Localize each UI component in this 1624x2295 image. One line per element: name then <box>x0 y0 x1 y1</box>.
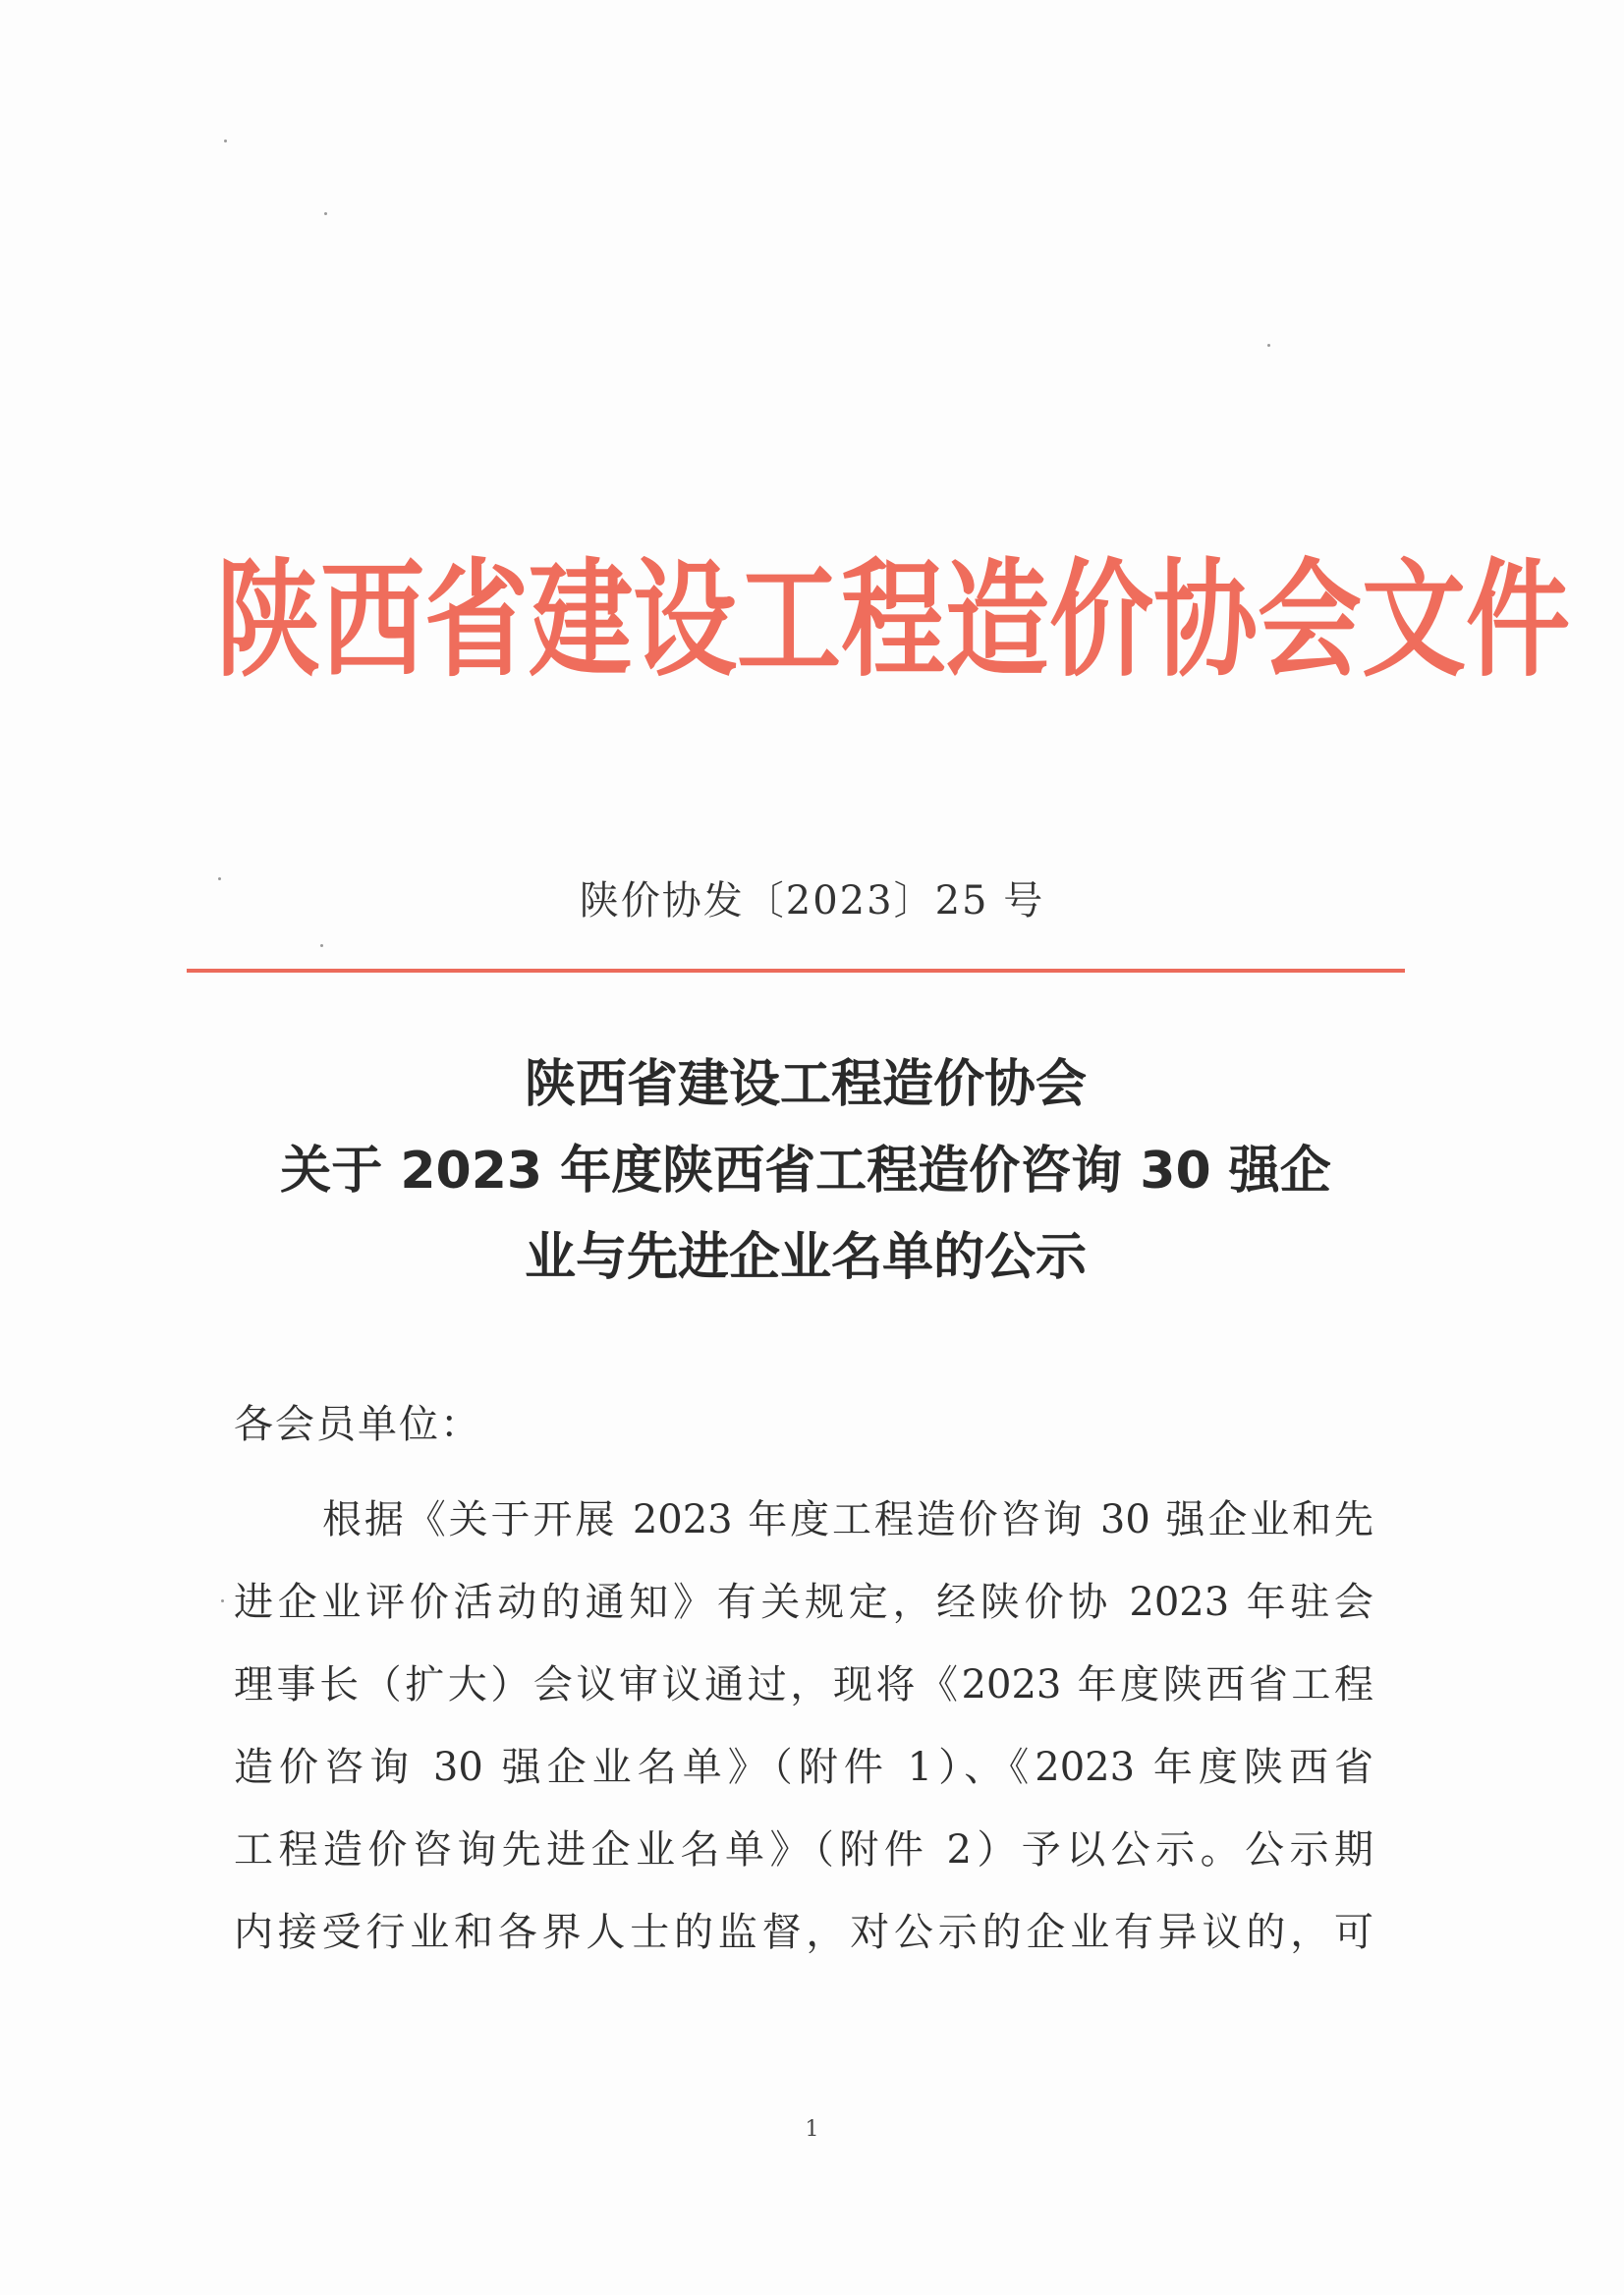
body-line: 根据《关于开展 2023 年度工程造价咨询 30 强企业和先 <box>322 1497 1373 1542</box>
red-divider-line <box>187 969 1405 973</box>
body-line: 进企业评价活动的通知》有关规定，经陕价协 2023 年驻会 <box>234 1580 1373 1625</box>
scan-speck <box>224 140 227 142</box>
document-title <box>216 1041 1395 1301</box>
scan-speck <box>1267 344 1270 347</box>
body-line: 工程造价咨询先进企业名单》（附件 2）予以公示。公示期 <box>234 1827 1373 1873</box>
scan-speck <box>320 944 323 947</box>
document-number: 陕价协发〔2023〕25 号 <box>579 878 1045 924</box>
title-line: 业与先进企业名单的公示 <box>524 1228 1087 1287</box>
scan-speck <box>324 212 327 215</box>
title-line: 关于 2023 年度陕西省工程造价咨询 30 强企 <box>280 1142 1331 1201</box>
body-line: 理事长（扩大）会议审议通过，现将《2023 年度陕西省工程 <box>234 1662 1373 1707</box>
body-line: 造价咨询 30 强企业名单》（附件 1）、《2023 年度陕西省 <box>234 1745 1373 1790</box>
body-paragraph <box>234 1479 1373 1974</box>
document-masthead: 陕西省建设工程造价协会文件 <box>216 543 1570 695</box>
title-line: 陕西省建设工程造价协会 <box>524 1055 1087 1114</box>
body-line: 内接受行业和各界人士的监督，对公示的企业有异议的，可 <box>234 1910 1373 1955</box>
page-number: 1 <box>805 2117 819 2142</box>
scan-speck <box>221 1599 224 1602</box>
salutation: 各会员单位： <box>234 1402 481 1447</box>
